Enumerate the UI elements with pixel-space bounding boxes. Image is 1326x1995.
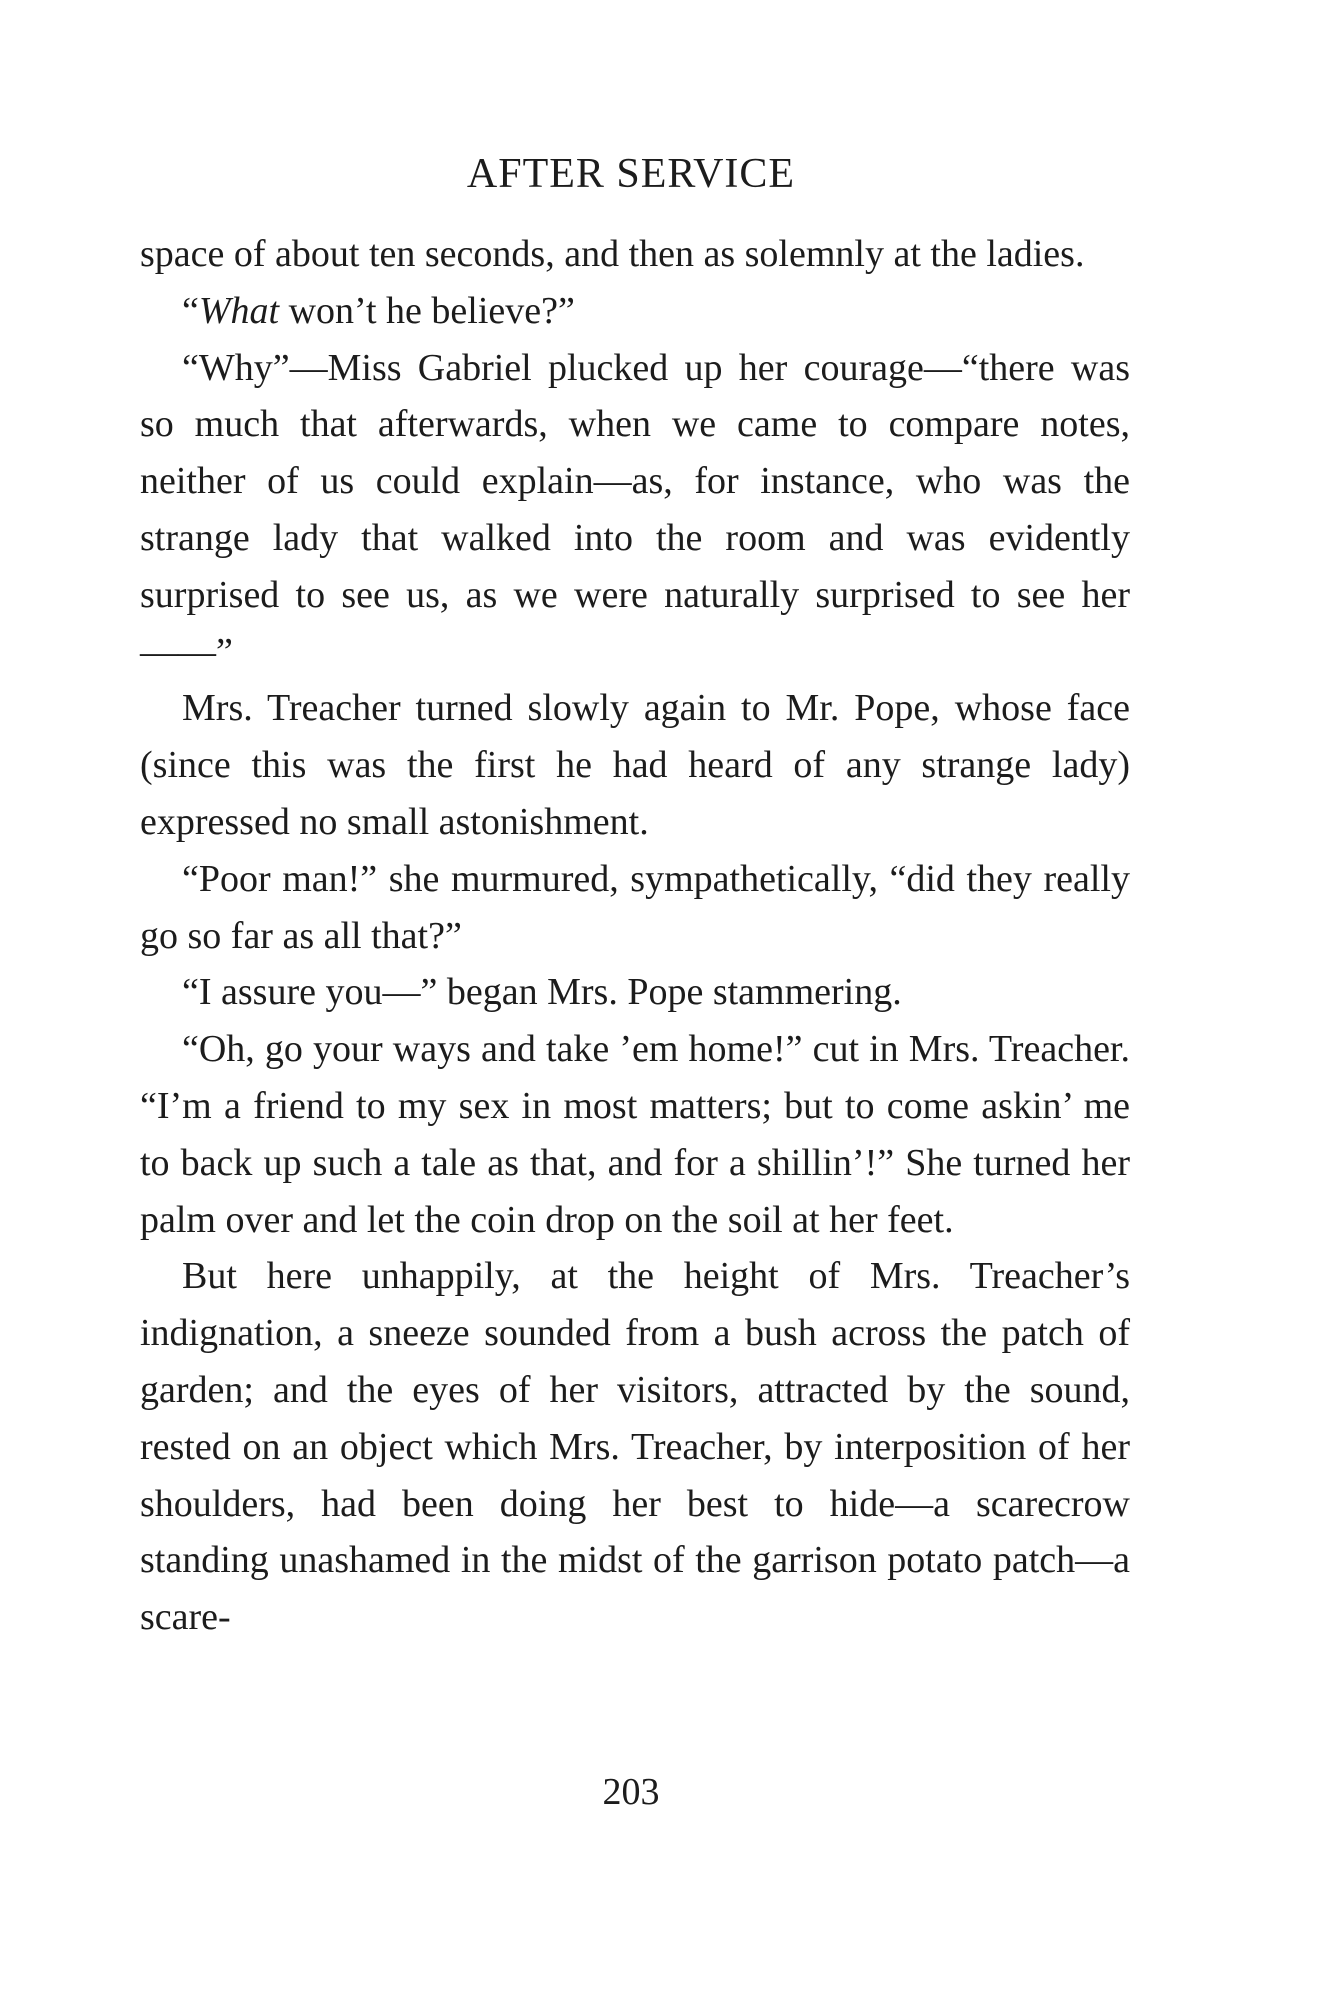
paragraph: “Why”—Miss Gabriel plucked up her courage—“there was so much that afterwards, when we came to compare notes, neither of us could explain—as, for instance, who was the strange lady that walked into the room and was evidently surprised to see us, as we were naturally surprised to see her——” [140, 346, 1130, 673]
paragraph-italic-dialogue [140, 283, 1130, 340]
paragraph: space of about ten seconds, and then as solemnly at the ladies. [140, 233, 1085, 275]
paragraph-italic-word: What [198, 289, 280, 332]
paragraph: “I assure you—” began Mrs. Pope stammering. [182, 971, 902, 1014]
running-title: AFTER SERVICE [466, 151, 796, 197]
paragraph: “Oh, go your ways and take ’em home!” cut in Mrs. Treacher. “I’m a friend to my sex in most matters; but to come askin’ me to back up such a tale as that, and for a shillin’!” She turned her palm over and let the coin drop on the soil at her feet. [140, 1028, 1130, 1241]
paragraph: “Poor man!” she murmured, sympathetically, “did they really go so far as all that?” [140, 857, 1130, 957]
paragraph: But here unhappily, at the height of Mrs. Treacher’s indignation, a sneeze sounded from a bush across the patch of garden; and the eyes of her visitors, attracted by the sound, rested on an object which Mrs. Treacher, by interposition of her shoulders, had been doing her best to hide—a scarecrow standing unashamed in the midst of the garrison potato patch—a scare- [140, 1255, 1130, 1639]
body-text [140, 226, 1130, 1646]
paragraph-rest: won’t he believe?” [279, 289, 575, 332]
page-number: 203 [602, 1771, 660, 1813]
paragraph: Mrs. Treacher turned slowly again to Mr. Pope, whose face (since this was the first he had heard of any strange lady) expressed no small astonishment. [140, 687, 1130, 843]
paragraph-open-quote: “ [182, 289, 199, 332]
